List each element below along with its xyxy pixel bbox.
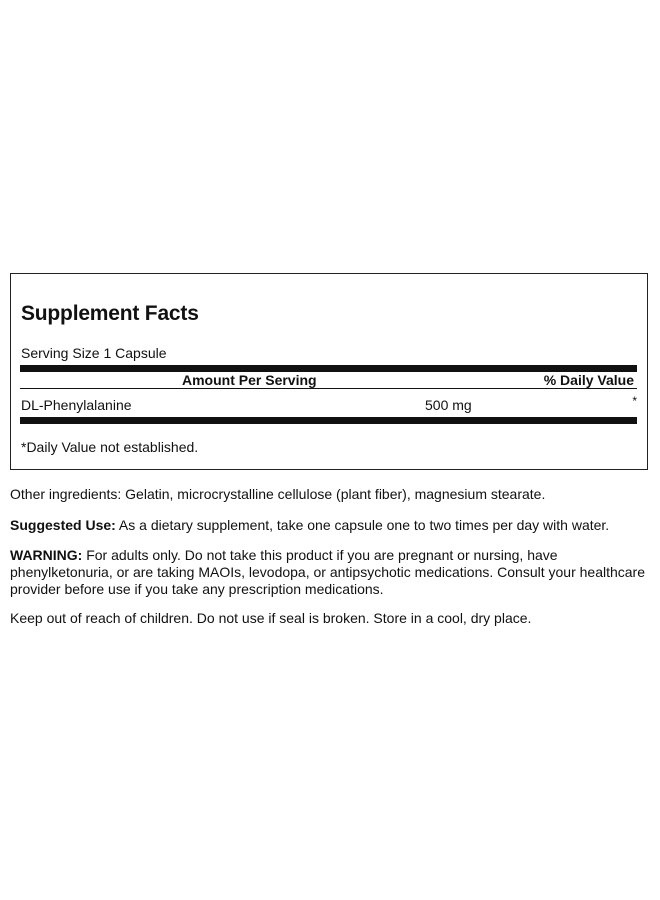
other-ingredients: Other ingredients: Gelatin, microcrystalline cellulose (plant fiber), magnesium stearate. [10,486,546,502]
ingredient-amount: 500 mg [425,397,472,413]
ingredient-name: DL-Phenylalanine [21,397,132,413]
daily-value-header: % Daily Value [543,372,634,388]
suggested-use-text: As a dietary supplement, take one capsule one to two times per day with water. [115,517,610,533]
thin-divider [20,388,637,389]
amount-per-serving-header: Amount Per Serving [182,372,317,388]
supplement-facts-title: Supplement Facts [21,302,199,325]
suggested-use [10,517,650,534]
warning-label: WARNING: [10,547,83,563]
suggested-use-label: Suggested Use: [10,517,116,533]
thick-divider-bottom [20,417,637,424]
warning [10,547,650,598]
daily-value-footnote: *Daily Value not established. [21,439,199,455]
thick-divider-top [20,365,637,372]
ingredient-daily-value: * [632,394,637,408]
warning-text: For adults only. Do not take this product if you are pregnant or nursing, have phenylketonuria, or are taking MAOIs, levodopa, or antipsychotic medications. Consult your healthcare provider before use if you take any prescription medications. [10,547,646,597]
supplement-facts-panel [10,273,648,470]
serving-size: Serving Size 1 Capsule [21,345,167,361]
storage-instructions: Keep out of reach of children. Do not use if seal is broken. Store in a cool, dry place. [10,610,532,626]
